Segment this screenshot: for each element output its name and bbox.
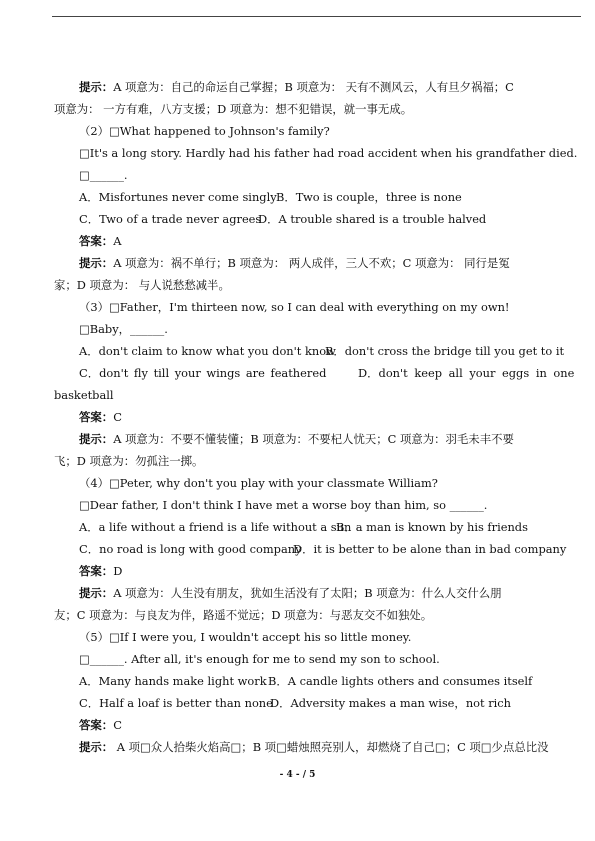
hint-label: 提示： [79, 432, 114, 446]
hint-line-continued: 家；D 项意为： 与人说愁愁减半。 [54, 278, 230, 292]
answer-value: C [113, 718, 122, 732]
option-b: B．a man is known by his friends [336, 520, 528, 534]
options-line [79, 674, 532, 688]
answer-value: A [113, 234, 122, 248]
option-c: C．no road is long with good company [79, 542, 302, 556]
dialogue-line: □It's a long story. Hardly had his father had road accident when his grandfather died. [79, 146, 578, 160]
hint-text: A 项意为：人生没有朋友，犹如生活没有了太阳；B 项意为：什么人交什么朋 [113, 586, 502, 600]
answer-value: D [113, 564, 123, 578]
hint-text: A 项意为：不要不懂装懂；B 项意为：不要杞人忧天；C 项意为：羽毛未丰不要 [113, 432, 514, 446]
option-d: D．A trouble shared is a trouble halved [258, 212, 487, 226]
option-a: A．Misfortunes never come singly [79, 190, 277, 204]
option-a: A．a life without a friend is a life without a sun [79, 520, 352, 534]
dialogue-blank: □______. [79, 168, 128, 182]
options-line [79, 520, 528, 534]
hint-line [79, 80, 514, 94]
dialogue-line: □Dear father, I don't think I have met a worse boy than him, so ______. [79, 498, 488, 512]
option-d: D．Adversity makes a man wise，not rich [270, 696, 512, 710]
question-5-line: （5）□If I were you, I wouldn't accept his so little money. [79, 630, 412, 644]
option-d-continued: basketball [54, 388, 114, 402]
option-a: A．don't claim to know what you don't know [79, 344, 336, 358]
hint-label: 提示： [79, 586, 114, 600]
options-line [79, 344, 564, 358]
hint-label: 提示： [79, 80, 114, 94]
option-d: D．don't keep all your eggs in one [358, 366, 575, 380]
option-c: C．don't fly till your wings are feathered [79, 366, 327, 380]
answer-value: C [113, 410, 122, 424]
hint-label: 提示： [79, 740, 114, 754]
hint-line [79, 256, 510, 270]
option-a: A．Many hands make light work [79, 674, 267, 688]
answer-label: 答案： [79, 564, 114, 578]
answer-label: 答案： [79, 234, 114, 248]
dialogue-blank: □Baby，______. [79, 322, 168, 336]
hint-line-continued: 友；C 项意为：与良友为伴，路遥不觉远；D 项意为：与恶友交不如独处。 [54, 608, 433, 622]
option-c: C．Two of a trade never agrees [79, 212, 262, 226]
option-d: D．it is better to be alone than in bad company [293, 542, 567, 556]
header-rule [52, 16, 581, 17]
hint-line-continued: 飞；D 项意为：勿孤注一掷。 [54, 454, 204, 468]
answer-label: 答案： [79, 410, 114, 424]
hint-line-continued: 项意为： 一方有难，八方支援；D 项意为：想不犯错误，就一事无成。 [54, 102, 413, 116]
options-line [79, 366, 574, 380]
hint-line [79, 740, 549, 754]
answer-line [79, 234, 121, 248]
hint-text: A 项□众人拾柴火焰高□；B 项□蜡烛照亮别人，却燃烧了自己□；C 项□少点总比没 [113, 740, 549, 754]
answer-line [79, 718, 122, 732]
option-c: C．Half a loaf is better than none [79, 696, 273, 710]
hint-line [79, 586, 502, 600]
hint-text: A 项意为：祸不单行；B 项意为： 两人成伴，三人不欢；C 项意为： 同行是冤 [113, 256, 510, 270]
option-b: B．A candle lights others and consumes itself [268, 674, 533, 688]
hint-line [79, 432, 514, 446]
question-4-line: （4）□Peter, why don't you play with your classmate William? [79, 476, 438, 490]
dialogue-line: □______. After all, it's enough for me to send my son to school. [79, 652, 440, 666]
option-b: B．Two is couple，three is none [276, 190, 462, 204]
answer-line [79, 410, 122, 424]
options-line [79, 190, 462, 204]
question-3-line: （3）□Father，I'm thirteen now, so I can deal with everything on my own! [79, 300, 510, 314]
answer-line [79, 564, 122, 578]
hint-label: 提示： [79, 256, 114, 270]
options-line [79, 696, 511, 710]
page-number: - 4 - / 5 [279, 770, 316, 780]
options-line [79, 542, 566, 556]
answer-label: 答案： [79, 718, 114, 732]
hint-text: A 项意为：自己的命运自己掌握；B 项意为： 天有不测风云，人有旦夕祸福；C [113, 80, 514, 94]
options-line [79, 212, 486, 226]
option-b: B．don't cross the bridge till you get to it [325, 344, 565, 358]
question-2-line: （2）□What happened to Johnson's family? [79, 124, 330, 138]
